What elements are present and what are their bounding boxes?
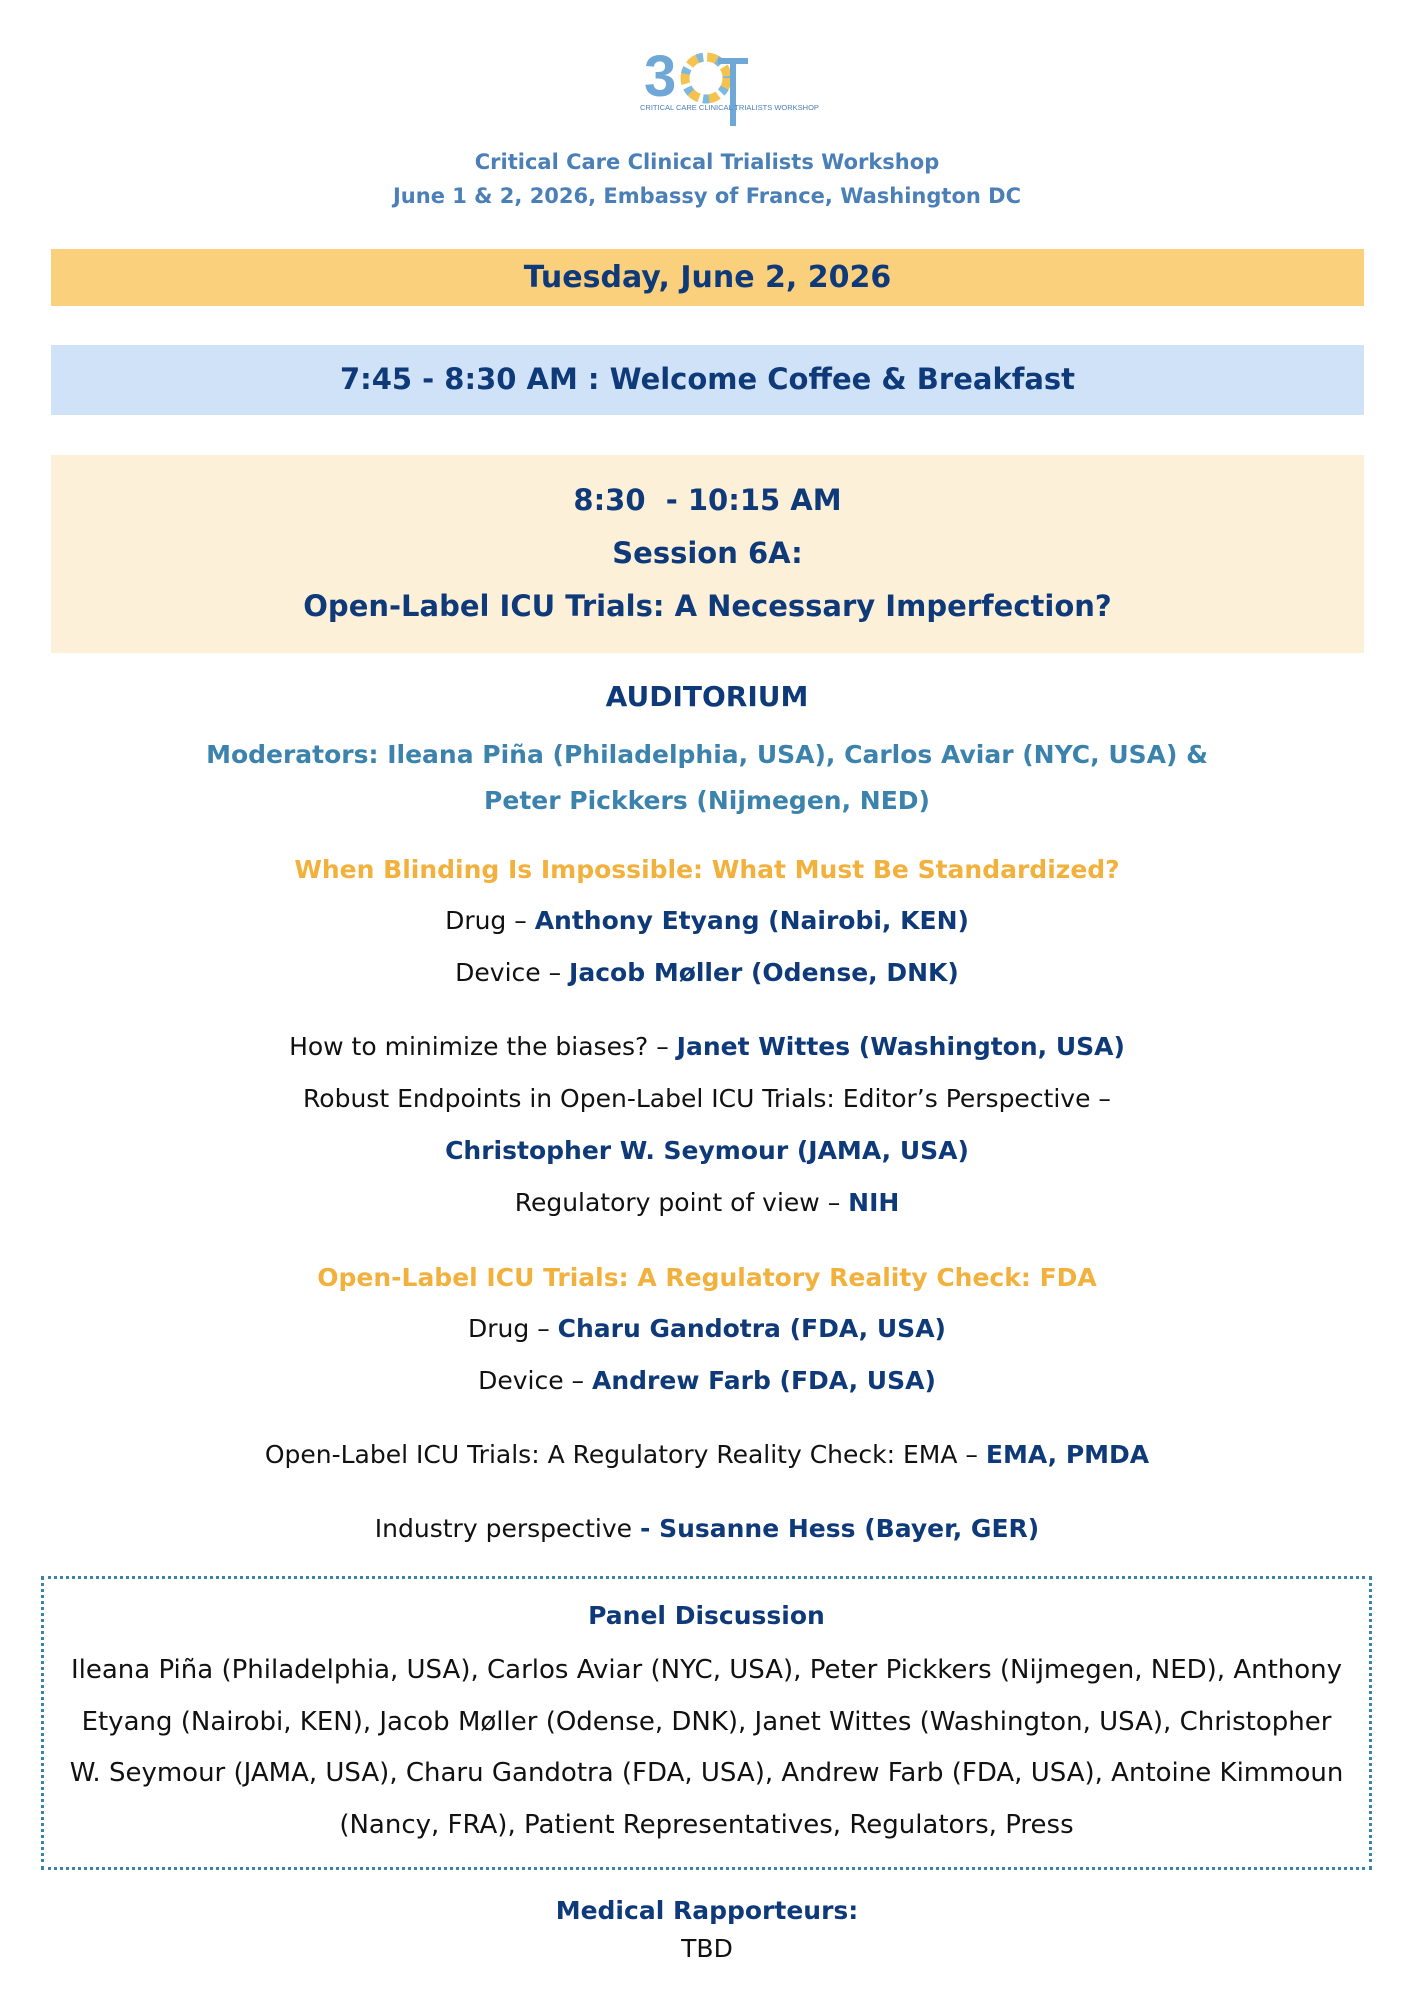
talk-line xyxy=(0,1188,1414,1218)
moderators-line-1: Moderators: Ileana Piña (Philadelphia, USA), Carlos Aviar (NYC, USA) & xyxy=(206,740,1208,769)
talk-topic: Drug – xyxy=(445,906,535,935)
room-name: AUDITORIUM xyxy=(605,680,809,713)
session-title: Open-Label ICU Trials: A Necessary Imperfection? xyxy=(303,589,1112,623)
day-title: Tuesday, June 2, 2026 xyxy=(523,260,892,295)
talk-line xyxy=(0,1366,1414,1396)
panel-participants: Ileana Piña (Philadelphia, USA), Carlos Aviar (NYC, USA), Peter Pickkers (Nijmegen, NED), Anthony Etyang (Nairobi, KEN), Jacob Møller (Odense, DNK), Janet Wittes (Washington, USA), Christopher W. Seymour (JAMA, USA), Charu Gandotra (FDA, USA), Andrew Farb (FDA, USA), Antoine Kimmoun (Nancy, FRA), Patient Representatives, Regulators, Press xyxy=(69,1655,1344,1840)
session-time: 8:30 - 10:15 AM xyxy=(573,483,842,517)
rapporteurs-label: Medical Rapporteurs: xyxy=(555,1896,859,1925)
session-header xyxy=(51,455,1364,653)
talk-topic: Drug – xyxy=(468,1314,558,1343)
talk-topic: Device – xyxy=(478,1366,592,1395)
talk-line xyxy=(0,1136,1414,1166)
session-name: Session 6A: xyxy=(612,536,803,570)
panel-discussion-box xyxy=(41,1576,1372,1870)
talk-speaker: Charu Gandotra (FDA, USA) xyxy=(557,1314,946,1343)
talk-speaker: Jacob Møller (Odense, DNK) xyxy=(569,958,959,987)
talk-speaker: NIH xyxy=(848,1188,900,1217)
talk-speaker: - Susanne Hess (Bayer, GER) xyxy=(640,1514,1040,1543)
talk-line-ema xyxy=(0,1440,1414,1470)
day-banner xyxy=(51,249,1364,306)
event-name: Critical Care Clinical Trialists Workshop xyxy=(474,150,940,174)
talk-speaker: Anthony Etyang (Nairobi, KEN) xyxy=(534,906,969,935)
talk-topic: Regulatory point of view – xyxy=(514,1188,849,1217)
workshop-logo xyxy=(640,44,819,130)
talk-line xyxy=(0,1032,1414,1062)
talk-line xyxy=(0,1314,1414,1344)
talk-speaker: Andrew Farb (FDA, USA) xyxy=(592,1366,936,1395)
event-date-place: June 1 & 2, 2026, Embassy of France, Washington DC xyxy=(392,184,1021,208)
talk-line xyxy=(0,906,1414,936)
talk-speaker: Janet Wittes (Washington, USA) xyxy=(676,1032,1125,1061)
block-heading-blinding: When Blinding Is Impossible: What Must Be Standardized? xyxy=(294,855,1120,884)
breakfast-banner xyxy=(51,345,1364,415)
rapporteurs-value: TBD xyxy=(681,1934,733,1963)
talk-topic: Robust Endpoints in Open-Label ICU Trials: Editor’s Perspective – xyxy=(303,1084,1111,1113)
talk-topic: How to minimize the biases? – xyxy=(289,1032,677,1061)
talk-topic: Open-Label ICU Trials: A Regulatory Reality Check: EMA – xyxy=(264,1440,986,1469)
talk-speaker: Christopher W. Seymour (JAMA, USA) xyxy=(445,1136,969,1165)
panel-title: Panel Discussion xyxy=(588,1601,825,1630)
talk-topic: Industry perspective xyxy=(374,1514,640,1543)
talk-line xyxy=(0,958,1414,988)
block-heading-fda: Open-Label ICU Trials: A Regulatory Reality Check: FDA xyxy=(317,1263,1097,1292)
moderators-line-2: Peter Pickkers (Nijmegen, NED) xyxy=(484,786,930,815)
talk-line xyxy=(0,1084,1414,1114)
logo-caption: CRITICAL CARE CLINICAL TRIALISTS WORKSHOP xyxy=(640,103,819,112)
talk-line-industry xyxy=(0,1514,1414,1544)
talk-topic: Device – xyxy=(455,958,570,987)
logo-numeral: 3 xyxy=(644,44,677,109)
breakfast-title: 7:45 - 8:30 AM : Welcome Coffee & Breakfast xyxy=(339,362,1076,396)
talk-speaker: EMA, PMDA xyxy=(985,1440,1150,1469)
